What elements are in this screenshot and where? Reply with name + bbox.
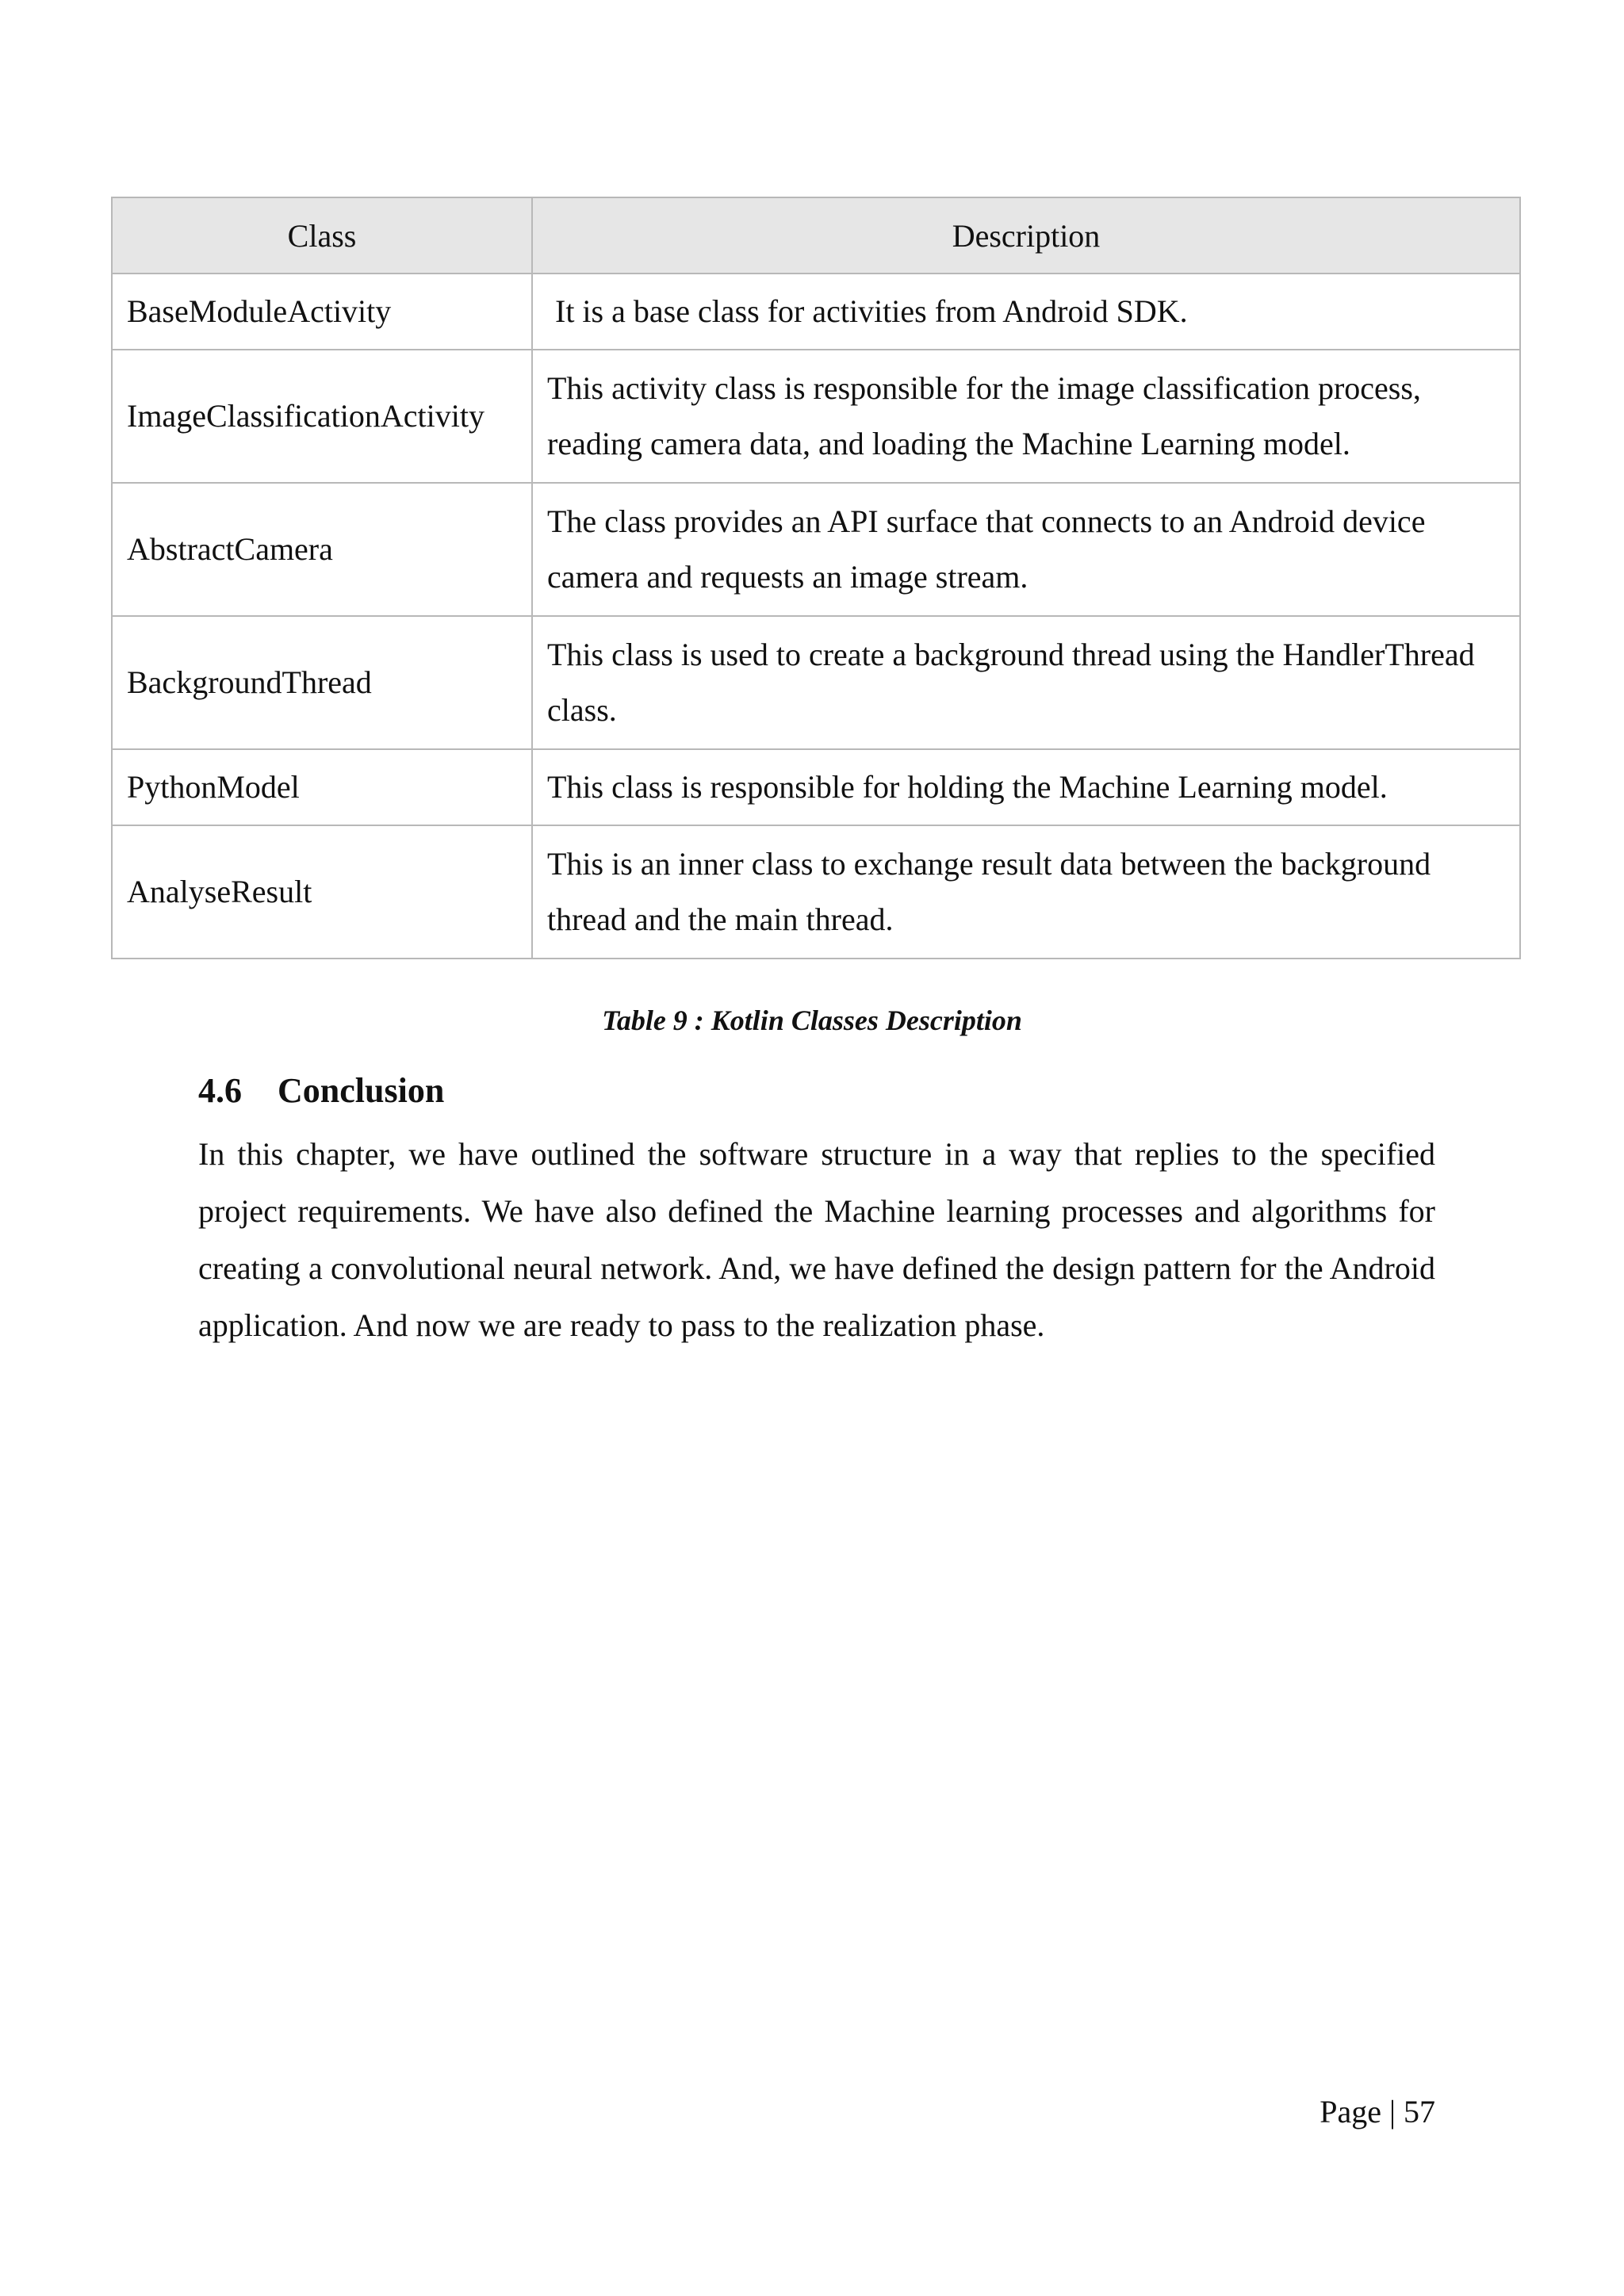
table-row xyxy=(112,274,1520,350)
table-caption: Table 9 : Kotlin Classes Description xyxy=(602,1004,1022,1036)
table-row xyxy=(112,483,1520,616)
class-cell: PythonModel xyxy=(112,749,532,825)
table-row xyxy=(112,350,1520,483)
table-row xyxy=(112,825,1520,959)
description-cell: This is an inner class to exchange result data between the background thread and the main thread. xyxy=(532,825,1520,959)
section-number: 4.6 xyxy=(198,1071,242,1110)
table-row xyxy=(112,749,1520,825)
header-class: Class xyxy=(112,197,532,274)
header-description: Description xyxy=(532,197,1520,274)
class-cell: AnalyseResult xyxy=(112,825,532,959)
table-row xyxy=(112,616,1520,749)
section-title: Conclusion xyxy=(278,1071,445,1110)
description-cell: This class is responsible for holding the Machine Learning model. xyxy=(532,749,1520,825)
conclusion-paragraph: In this chapter, we have outlined the software structure in a way that replies to the specified project requirements. We have also defined the Machine learning processes and algorithms for creating a convolutional neural network. And, we have defined the design pattern for the Android application. And now we are ready to pass to the realization phase. xyxy=(198,1136,1435,1343)
table-header-row xyxy=(112,197,1520,274)
class-cell: ImageClassificationActivity xyxy=(112,350,532,483)
description-cell: This class is used to create a background thread using the HandlerThread class. xyxy=(532,616,1520,749)
description-cell: It is a base class for activities from Android SDK. xyxy=(532,274,1520,350)
class-cell: AbstractCamera xyxy=(112,483,532,616)
class-cell: BaseModuleActivity xyxy=(112,274,532,350)
description-cell: The class provides an API surface that connects to an Android device camera and requests an image stream. xyxy=(532,483,1520,616)
page-number: Page | 57 xyxy=(1320,2094,1435,2130)
section-heading xyxy=(198,1070,444,1111)
class-cell: BackgroundThread xyxy=(112,616,532,749)
kotlin-classes-table xyxy=(111,197,1521,959)
description-cell: This activity class is responsible for the image classification process, reading camera data, and loading the Machine Learning model. xyxy=(532,350,1520,483)
